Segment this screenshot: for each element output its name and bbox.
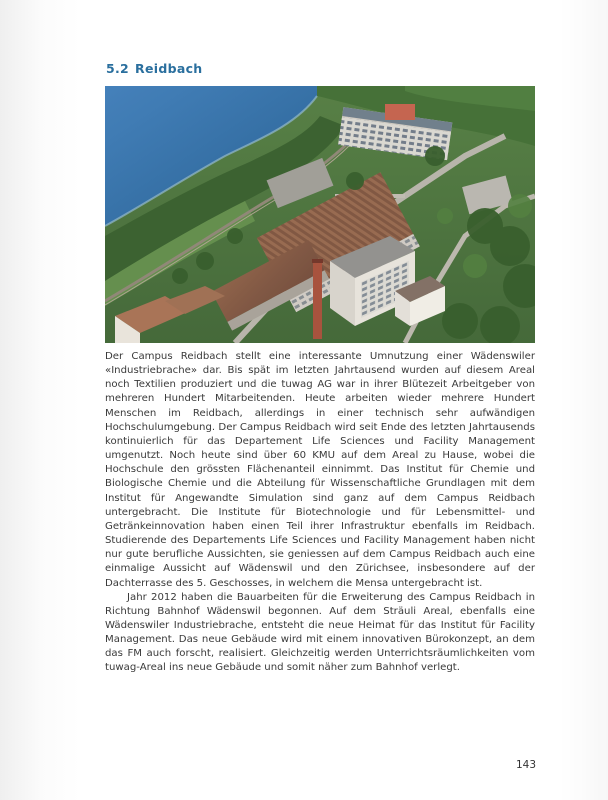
- body-text: [105, 350, 535, 676]
- page-number: 143: [515, 759, 536, 771]
- section-title: Reidbach: [135, 61, 203, 76]
- aerial-photo: [105, 86, 535, 343]
- section-heading: [106, 61, 202, 76]
- paragraph-2: Jahr 2012 haben die Bauarbeiten für die Erweiterung des Campus Reidbach in Richtung Bahnhof Wädenswil begonnen. Auf dem Sträuli Areal, ebenfalls eine Wädenswiler Industriebrache, entsteht die neue Heimat für das Institut für Facility Management. Das neue Gebäude wird mit einem innovativen Bürokonzept, an dem das FM auch forscht, realisiert. Gleichzeitig werden Unterrichtsräumlichkeiten vom tuwag-Areal ins neue Gebäude und somit näher zum Bahnhof verlegt.: [105, 591, 535, 674]
- aerial-photo-illustration: [105, 86, 535, 343]
- section-number: 5.2: [106, 61, 130, 76]
- paragraph-1: Der Campus Reidbach stellt eine interessante Umnutzung einer Wädenswiler «Industriebrache» dar. Bis spät im letzten Jahrtausend wurden auf diesem Areal noch Textilien produziert und die tuwag AG war in ihrer Blütezeit Arbeitgeber von mehreren Hundert Mitarbeitenden. Heute arbeiten wieder mehrere Hundert Menschen im Reidbach, allerdings in einer technisch sehr aufwändigen Hochschulumgebung. Der Campus Reidbach wird seit Ende des letzten Jahrtausends kontinuierlich für das Departement Life Sciences und Facility Management umgenutzt. Noch heute sind über 60 KMU auf dem Areal zu Hause, wobei die Hochschule den grössten Flächenanteil einnimmt. Das Institut für Chemie und Biologische Chemie und die Abteilung für Wissenschaftliche Grundlagen mit dem Institut für Angewandte Simulation sind ganz auf dem Campus Reidbach untergebracht. Die Institute für Biotechnologie und für Lebensmittel- und Getränkeinnovation haben einen Teil ihrer Infrastruktur ebenfalls im Reidbach. Studierende des Departements Life Sciences und Facility Management haben nicht nur gute berufliche Aussichten, sie geniessen auf dem Campus Reidbach auch eine einmalige Aussicht auf Wädenswil und den Zürichsee, insbesondere auf der Dachterrasse des 5. Geschosses, in welchem die Mensa untergebracht ist.: [105, 351, 535, 589]
